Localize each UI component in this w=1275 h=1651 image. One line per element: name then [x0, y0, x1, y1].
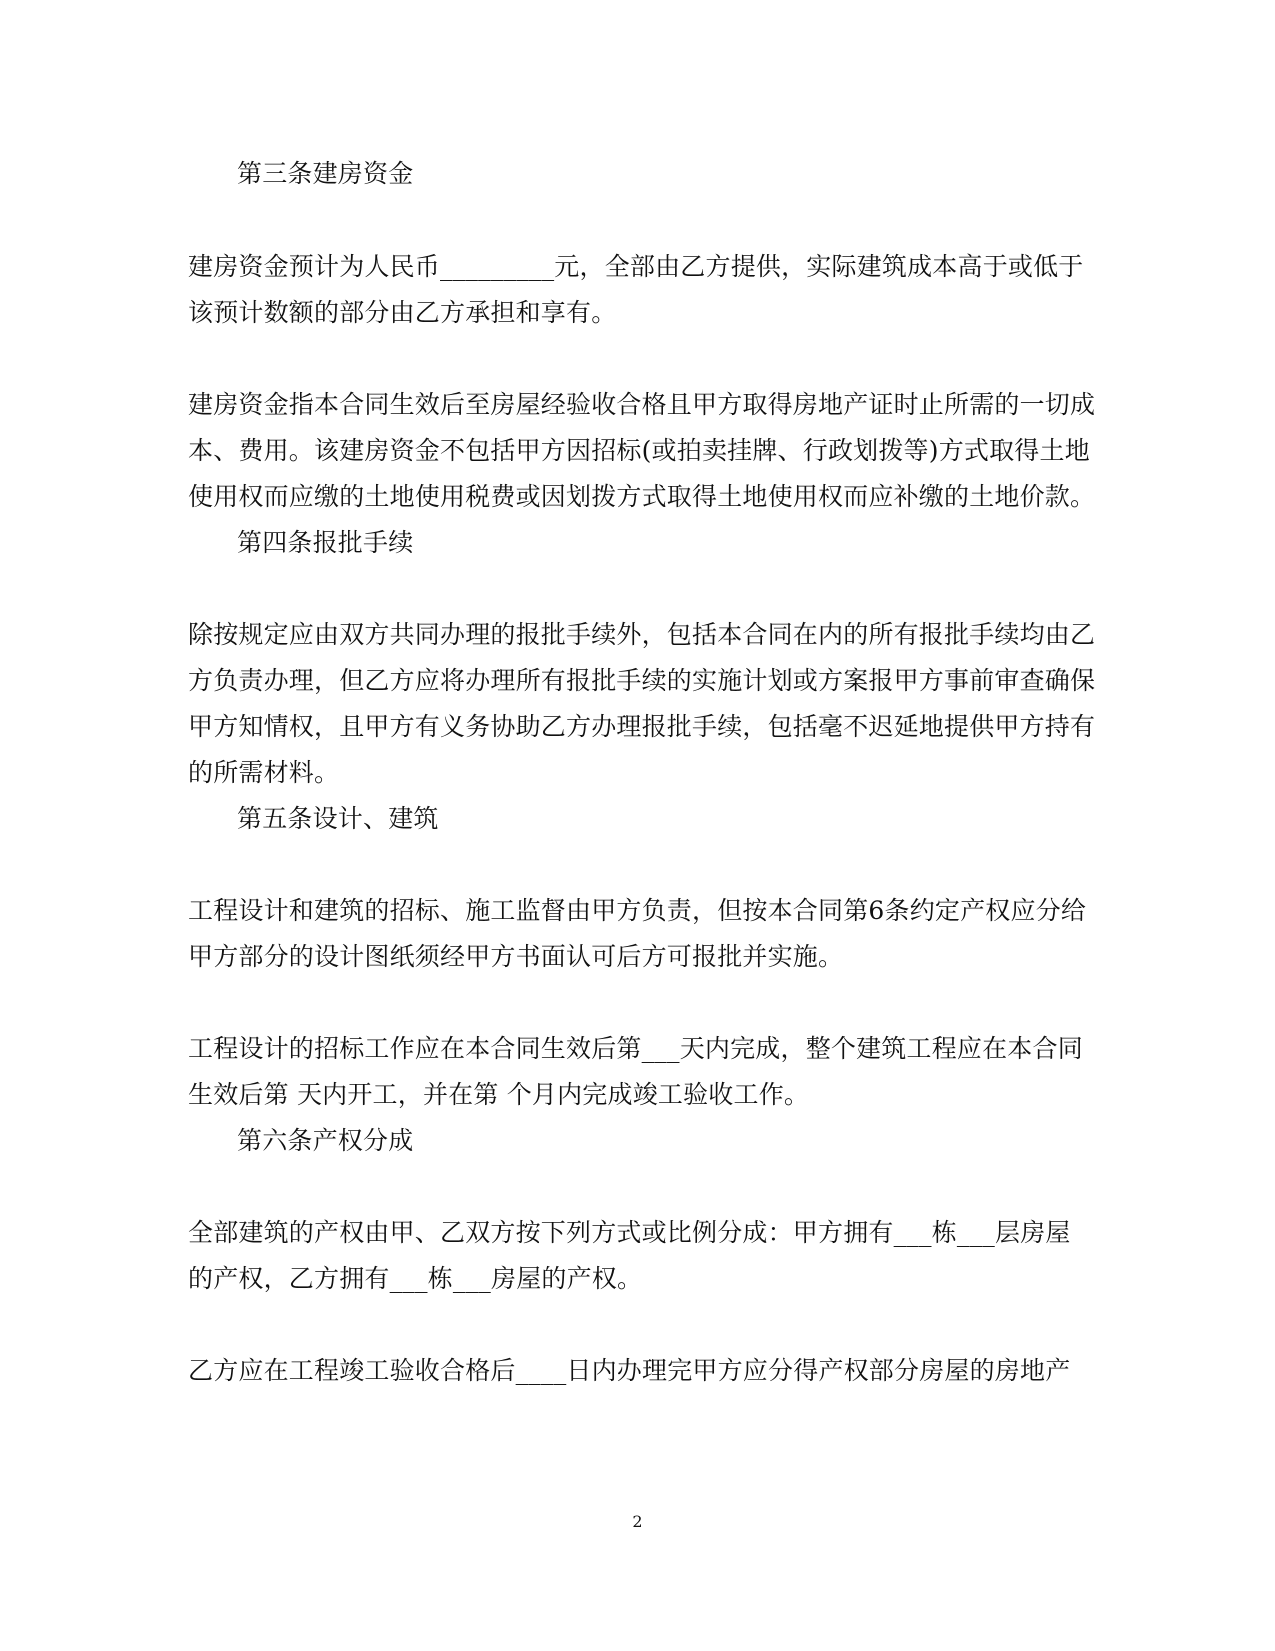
paragraph-line: 建房资金预计为人民币_________元，全部由乙方提供，实际建筑成本高于或低于 [188, 252, 1084, 281]
paragraph-line: 建房资金指本合同生效后至房屋经验收合格且甲方取得房地产证时止所需的一切成 [188, 390, 1096, 419]
article-5-heading: 第五条设计、建筑 [237, 804, 439, 833]
paragraph-line: 甲方部分的设计图纸须经甲方书面认可后方可报批并实施。 [188, 942, 844, 971]
paragraph-line: 甲方知情权，且甲方有义务协助乙方办理报批手续，包括毫不迟延地提供甲方持有 [188, 712, 1096, 741]
article-3-heading: 第三条建房资金 [237, 159, 414, 188]
paragraph-line: 方负责办理，但乙方应将办理所有报批手续的实施计划或方案报甲方事前审查确保 [188, 666, 1096, 695]
paragraph-line: 使用权而应缴的土地使用税费或因划拨方式取得土地使用权而应补缴的土地价款。 [188, 482, 1096, 511]
paragraph-line: 本、费用。该建房资金不包括甲方因招标(或拍卖挂牌、行政划拨等)方式取得土地 [188, 436, 1090, 465]
article-6-heading: 第六条产权分成 [237, 1126, 414, 1155]
paragraph-line: 的产权，乙方拥有___栋___房屋的产权。 [188, 1264, 643, 1293]
paragraph-line: 除按规定应由双方共同办理的报批手续外，包括本合同在内的所有报批手续均由乙 [188, 620, 1096, 649]
paragraph-line: 工程设计的招标工作应在本合同生效后第___天内完成，整个建筑工程应在本合同 [188, 1034, 1083, 1063]
paragraph-line: 全部建筑的产权由甲、乙双方按下列方式或比例分成：甲方拥有___栋___层房屋 [188, 1218, 1071, 1247]
paragraph-line: 的所需材料。 [188, 758, 340, 787]
paragraph-line: 该预计数额的部分由乙方承担和享有。 [188, 298, 617, 327]
paragraph-line: 生效后第 天内开工，并在第 个月内完成竣工验收工作。 [188, 1080, 810, 1109]
paragraph-line: 乙方应在工程竣工验收合格后____日内办理完甲方应分得产权部分房屋的房地产 [188, 1356, 1071, 1385]
page-number: 2 [632, 1512, 643, 1531]
paragraph-line: 工程设计和建筑的招标、施工监督由甲方负责，但按本合同第6条约定产权应分给 [188, 896, 1087, 925]
article-4-heading: 第四条报批手续 [237, 528, 414, 557]
